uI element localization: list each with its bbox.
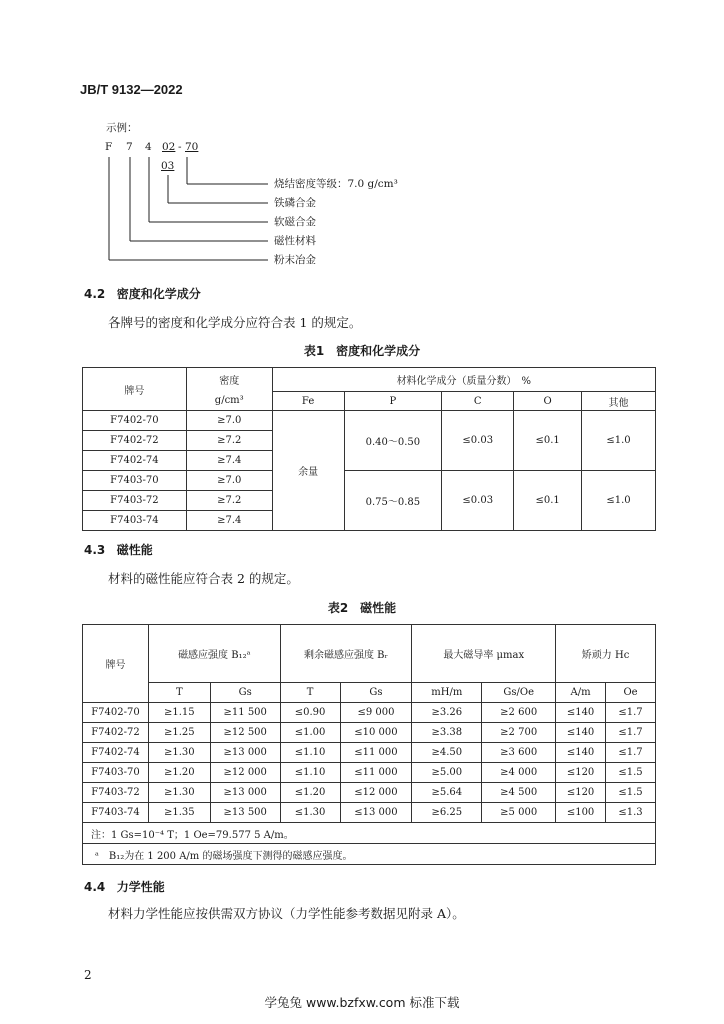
unit-cell: T	[280, 683, 340, 703]
header-o: O	[514, 392, 582, 411]
cell: ≤1.10	[280, 763, 340, 783]
unit-cell: A/m	[556, 683, 606, 703]
header-br: 剩余磁感应强度 Bᵣ	[280, 625, 412, 683]
table-row	[83, 743, 656, 763]
cell: ≤120	[556, 763, 606, 783]
cell: ≥6.25	[412, 803, 482, 823]
cell: ≥4 500	[482, 783, 556, 803]
cell: ≤1.5	[606, 763, 656, 783]
cell: ≥4.50	[412, 743, 482, 763]
o-cell: ≤0.1	[514, 411, 582, 471]
cell: ≤11 000	[340, 763, 412, 783]
code-char-7: 7	[126, 141, 133, 153]
unit-cell: Gs/Oe	[482, 683, 556, 703]
cell: ≥1.20	[148, 763, 210, 783]
example-title: 示例：	[106, 122, 138, 134]
cell: ≤9 000	[340, 703, 412, 723]
section-4-4-heading	[84, 878, 165, 895]
p-cell: 0.40～0.50	[344, 411, 442, 471]
cell: ≥2 600	[482, 703, 556, 723]
code-char-4: 4	[145, 141, 152, 153]
unit-cell: T	[148, 683, 210, 703]
page-number: 2	[84, 968, 92, 982]
cell: ≥1.30	[148, 743, 210, 763]
cell: ≤1.7	[606, 703, 656, 723]
cell: ≤1.3	[606, 803, 656, 823]
cell: ≥13 000	[210, 783, 280, 803]
cell: ≥13 500	[210, 803, 280, 823]
density-cell: ≥7.0	[186, 411, 272, 431]
cell: ≥12 000	[210, 763, 280, 783]
cell: ≤0.90	[280, 703, 340, 723]
section-title: 密度和化学成分	[116, 287, 201, 301]
grade-cell: F7403-72	[83, 491, 187, 511]
cell: ≤120	[556, 783, 606, 803]
header-c: C	[442, 392, 514, 411]
cell: F7403-72	[83, 783, 149, 803]
section-4-2-text: 各牌号的密度和化学成分应符合表 1 的规定。	[108, 315, 362, 330]
cell: ≤1.20	[280, 783, 340, 803]
cell: F7402-74	[83, 743, 149, 763]
cell: ≤140	[556, 743, 606, 763]
header-fe: Fe	[272, 392, 344, 411]
example-connector-lines	[0, 0, 724, 280]
grade-cell: F7402-74	[83, 451, 187, 471]
o-cell: ≤0.1	[514, 471, 582, 531]
cell: ≥2 700	[482, 723, 556, 743]
cell: ≤1.10	[280, 743, 340, 763]
cell: ≥5.64	[412, 783, 482, 803]
table-footnote: ᵃ B₁₂为在 1 200 A/m 的磁场强度下测得的磁感应强度。	[83, 844, 656, 865]
header-grade: 牌号	[83, 368, 187, 411]
section-number: 4.3	[84, 543, 106, 557]
other-cell: ≤1.0	[582, 471, 656, 531]
annotation-soft-magnetic: 软磁合金	[274, 216, 316, 228]
table-density-chemical	[82, 367, 656, 531]
cell: ≤12 000	[340, 783, 412, 803]
header-density: 密度	[186, 368, 272, 392]
unit-cell: Gs	[340, 683, 412, 703]
document-header: JB/T 9132—2022	[80, 82, 183, 97]
c-cell: ≤0.03	[442, 411, 514, 471]
header-other: 其他	[582, 392, 656, 411]
annotation-magnetic-material: 磁性材料	[274, 235, 316, 247]
header-density-unit: g/cm³	[186, 392, 272, 411]
cell: ≤11 000	[340, 743, 412, 763]
cell: ≥3 600	[482, 743, 556, 763]
grade-cell: F7403-74	[83, 511, 187, 531]
cell: ≤10 000	[340, 723, 412, 743]
cell: ≥5 000	[482, 803, 556, 823]
cell: ≤1.00	[280, 723, 340, 743]
cell: ≥1.15	[148, 703, 210, 723]
density-cell: ≥7.2	[186, 491, 272, 511]
section-title: 磁性能	[116, 543, 153, 557]
cell: ≥3.38	[412, 723, 482, 743]
cell: ≥11 500	[210, 703, 280, 723]
header-hc: 矫顽力 Hc	[556, 625, 656, 683]
table-row	[83, 411, 656, 431]
p-cell: 0.75～0.85	[344, 471, 442, 531]
cell: ≤100	[556, 803, 606, 823]
section-number: 4.4	[84, 880, 106, 894]
grade-cell: F7402-72	[83, 431, 187, 451]
cell: ≤13 000	[340, 803, 412, 823]
code-char-02: 02	[162, 141, 176, 153]
annotation-fe-p-alloy: 铁磷合金	[274, 197, 316, 209]
table-note: 注：1 Gs=10⁻⁴ T；1 Oe=79.577 5 A/m。	[83, 823, 656, 844]
cell: F7402-72	[83, 723, 149, 743]
other-cell: ≤1.0	[582, 411, 656, 471]
table1-caption: 表1 密度和化学成分	[303, 344, 421, 358]
density-cell: ≥7.4	[186, 511, 272, 531]
cell: F7402-70	[83, 703, 149, 723]
density-cell: ≥7.4	[186, 451, 272, 471]
header-p: P	[344, 392, 442, 411]
header-b12: 磁感应强度 B₁₂ᵃ	[148, 625, 280, 683]
unit-cell: mH/m	[412, 683, 482, 703]
section-4-2-heading	[84, 285, 201, 302]
cell: ≥5.00	[412, 763, 482, 783]
cell: ≤1.30	[280, 803, 340, 823]
table-row	[83, 703, 656, 723]
section-number: 4.2	[84, 287, 106, 301]
cell: ≥3.26	[412, 703, 482, 723]
code-char-70: 70	[185, 141, 199, 153]
code-sub-03: 03	[161, 160, 175, 172]
header-mu-max: 最大磁导率 μmax	[412, 625, 556, 683]
table2-caption: 表2 磁性能	[327, 601, 397, 615]
cell: F7403-74	[83, 803, 149, 823]
cell: ≥1.30	[148, 783, 210, 803]
section-title: 力学性能	[116, 880, 165, 894]
density-cell: ≥7.2	[186, 431, 272, 451]
grade-cell: F7402-70	[83, 411, 187, 431]
grade-cell: F7403-70	[83, 471, 187, 491]
unit-cell: Gs	[210, 683, 280, 703]
table-row	[83, 723, 656, 743]
header-chemical-composition: 材料化学成分（质量分数） %	[272, 368, 655, 392]
cell: ≤140	[556, 703, 606, 723]
cell: ≥1.35	[148, 803, 210, 823]
table-row	[83, 763, 656, 783]
cell: ≥1.25	[148, 723, 210, 743]
fe-cell: 余量	[272, 411, 344, 531]
section-4-4-text: 材料力学性能应按供需双方协议（力学性能参考数据见附录 A）。	[108, 906, 465, 921]
table-magnetic-properties	[82, 624, 656, 865]
code-char-f: F	[105, 141, 113, 153]
watermark-footer: 学兔兔 www.bzfxw.com 标准下载	[264, 995, 460, 1010]
annotation-powder-metallurgy: 粉末冶金	[274, 254, 316, 266]
cell: ≥13 000	[210, 743, 280, 763]
table-row	[83, 783, 656, 803]
cell: ≤140	[556, 723, 606, 743]
cell: ≤1.5	[606, 783, 656, 803]
annotation-density: 烧结密度等级：7.0 g/cm³	[274, 178, 398, 190]
header-grade: 牌号	[83, 625, 149, 703]
table-row	[83, 471, 656, 491]
cell: F7403-70	[83, 763, 149, 783]
section-4-3-text: 材料的磁性能应符合表 2 的规定。	[108, 571, 299, 586]
cell: ≤1.7	[606, 723, 656, 743]
density-cell: ≥7.0	[186, 471, 272, 491]
cell: ≤1.7	[606, 743, 656, 763]
section-4-3-heading	[84, 541, 153, 558]
c-cell: ≤0.03	[442, 471, 514, 531]
unit-cell: Oe	[606, 683, 656, 703]
cell: ≥12 500	[210, 723, 280, 743]
cell: ≥4 000	[482, 763, 556, 783]
table-row	[83, 803, 656, 823]
code-char-dash: -	[178, 141, 182, 153]
